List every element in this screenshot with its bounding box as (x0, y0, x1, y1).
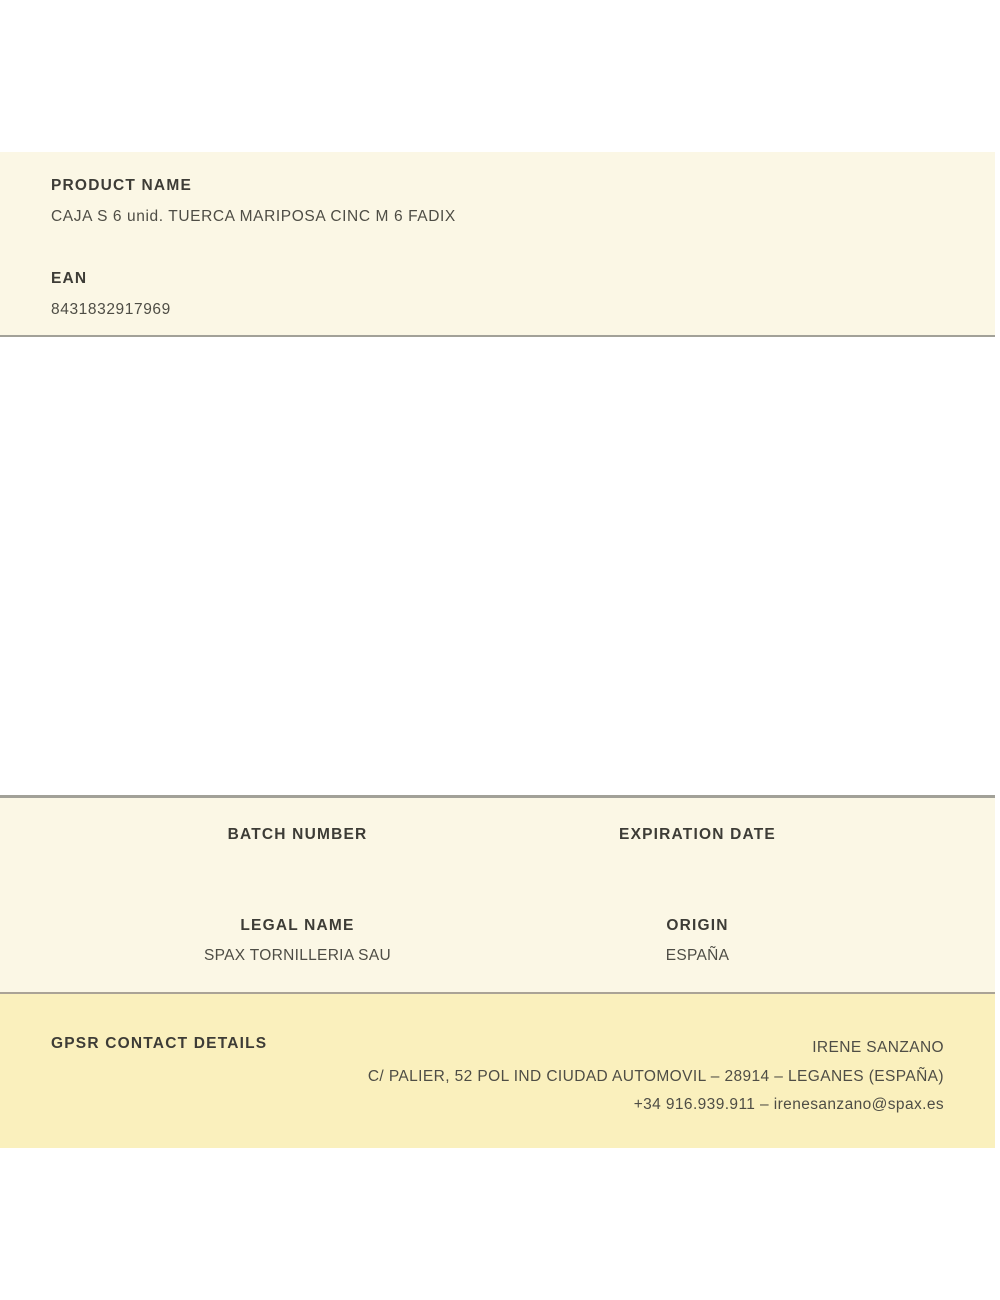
origin-label: ORIGIN (666, 917, 729, 934)
gpsr-contact-name: IRENE SANZANO (812, 1039, 944, 1056)
gpsr-contact-section (0, 992, 995, 1148)
batch-expiration-row (98, 825, 898, 844)
gpsr-contact-details-label: GPSR CONTACT DETAILS (51, 1035, 268, 1052)
legal-origin-row (98, 916, 898, 965)
legal-name-value: SPAX TORNILLERIA SAU (204, 947, 391, 964)
gpsr-contact-address: C/ PALIER, 52 POL IND CIUDAD AUTOMOVIL – 28914 – LEGANES (ESPAÑA) (367, 1067, 944, 1085)
ean-value: 8431832917969 (51, 301, 171, 318)
origin-value: ESPAÑA (665, 947, 730, 964)
ean-label: EAN (51, 270, 88, 287)
product-name-value: CAJA S 6 unid. TUERCA MARIPOSA CINC M 6 FADIX (51, 208, 456, 225)
batch-number-label: BATCH NUMBER (227, 826, 368, 843)
product-name-label: PRODUCT NAME (51, 177, 192, 194)
expiration-date-label: EXPIRATION DATE (619, 826, 776, 843)
gpsr-contact-block (368, 1034, 944, 1120)
gpsr-contact-phone-email: +34 916.939.911 – irenesanzano@spax.es (633, 1096, 944, 1113)
product-info-section (0, 152, 995, 337)
legal-name-label: LEGAL NAME (240, 917, 355, 934)
batch-origin-section (0, 795, 995, 992)
